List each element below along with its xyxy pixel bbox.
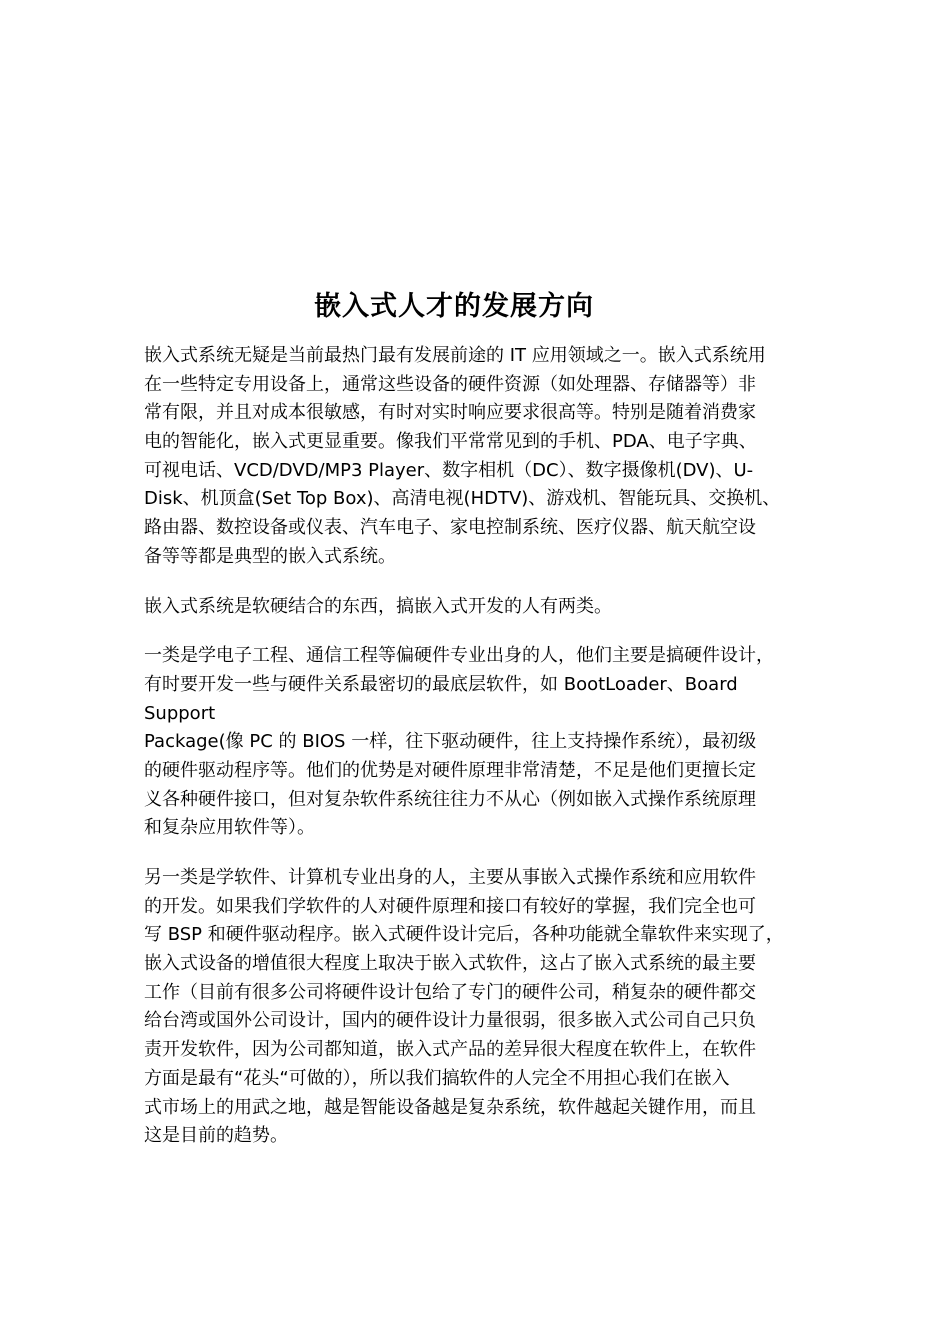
paragraph-line: Disk、机顶盒(Set Top Box)、高清电视(HDTV)、游戏机、智能玩具、交换机、 xyxy=(144,488,781,510)
paragraph-line: 另一类是学软件、计算机专业出身的人，主要从事嵌入式操作系统和应用软件 xyxy=(144,867,756,888)
paragraph-line: 可视电话、VCD/DVD/MP3 Player、数字相机（DC）、数字摄像机(DV)、U- xyxy=(144,459,754,481)
paragraph-line: 方面是最有“花头“可做的），所以我们搞软件的人完全不用担心我们在嵌入 xyxy=(144,1067,730,1089)
paragraph-two-types xyxy=(144,593,834,622)
paragraph-line: Support xyxy=(144,702,216,724)
paragraph-line: 有时要开发一些与硬件关系最密切的最底层软件，如 BootLoader、Board xyxy=(144,673,738,695)
paragraph-line: 在一些特定专用设备上，通常这些设备的硬件资源（如处理器、存储器等）非 xyxy=(144,373,756,395)
paragraph-line: 嵌入式设备的增值很大程度上取决于嵌入式软件，这占了嵌入式系统的最主要 xyxy=(144,953,756,975)
paragraph-line: 的开发。如果我们学软件的人对硬件原理和接口有较好的掌握，我们完全也可 xyxy=(144,895,756,917)
paragraph-line: 常有限，并且对成本很敏感，有时对实时响应要求很高等。特别是随着消费家 xyxy=(144,402,756,424)
paragraph-line: Package(像 PC 的 BIOS 一样，往下驱动硬件，往上支持操作系统），最初级 xyxy=(144,731,757,753)
paragraph-line: 一类是学电子工程、通信工程等偏硬件专业出身的人，他们主要是搞硬件设计， xyxy=(144,645,774,667)
paragraph-line: 路由器、数控设备或仪表、汽车电子、家电控制系统、医疗仪器、航天航空设 xyxy=(144,517,756,539)
paragraph-hardware-people xyxy=(144,642,834,843)
document-page xyxy=(144,284,834,1151)
paragraph-line: 给台湾或国外公司设计，国内的硬件设计力量很弱，很多嵌入式公司自己只负 xyxy=(144,1010,756,1032)
paragraph-line: 嵌入式系统是软硬结合的东西，搞嵌入式开发的人有两类。 xyxy=(144,595,612,617)
paragraph-line: 备等等都是典型的嵌入式系统。 xyxy=(144,545,396,567)
paragraph-software-people xyxy=(144,864,834,1151)
paragraph-line: 电的智能化，嵌入式更显重要。像我们平常常见到的手机、PDA、电子字典、 xyxy=(144,431,757,453)
paragraph-line: 式市场上的用武之地，越是智能设备越是复杂系统，软件越起关键作用，而且 xyxy=(144,1096,756,1118)
paragraph-line: 和复杂应用软件等）。 xyxy=(144,817,315,839)
paragraph-line: 责开发软件，因为公司都知道，嵌入式产品的差异很大程度在软件上，在软件 xyxy=(144,1039,756,1061)
paragraph-line: 工作（目前有很多公司将硬件设计包给了专门的硬件公司，稍复杂的硬件都交 xyxy=(144,981,756,1003)
document-title: 嵌入式人才的发展方向 xyxy=(314,291,594,322)
paragraph-line: 的硬件驱动程序等。他们的优势是对硬件原理非常清楚，不足是他们更擅长定 xyxy=(144,759,756,781)
paragraph-line: 这是目前的趋势。 xyxy=(144,1125,288,1147)
paragraph-line: 义各种硬件接口，但对复杂软件系统往往力不从心（例如嵌入式操作系统原理 xyxy=(144,788,756,810)
paragraph-line: 嵌入式系统无疑是当前最热门最有发展前途的 IT 应用领域之一。嵌入式系统用 xyxy=(144,345,766,366)
paragraph-line: 写 BSP 和硬件驱动程序。嵌入式硬件设计完后，各种功能就全靠软件来实现了， xyxy=(144,924,784,946)
paragraph-intro xyxy=(144,342,834,572)
